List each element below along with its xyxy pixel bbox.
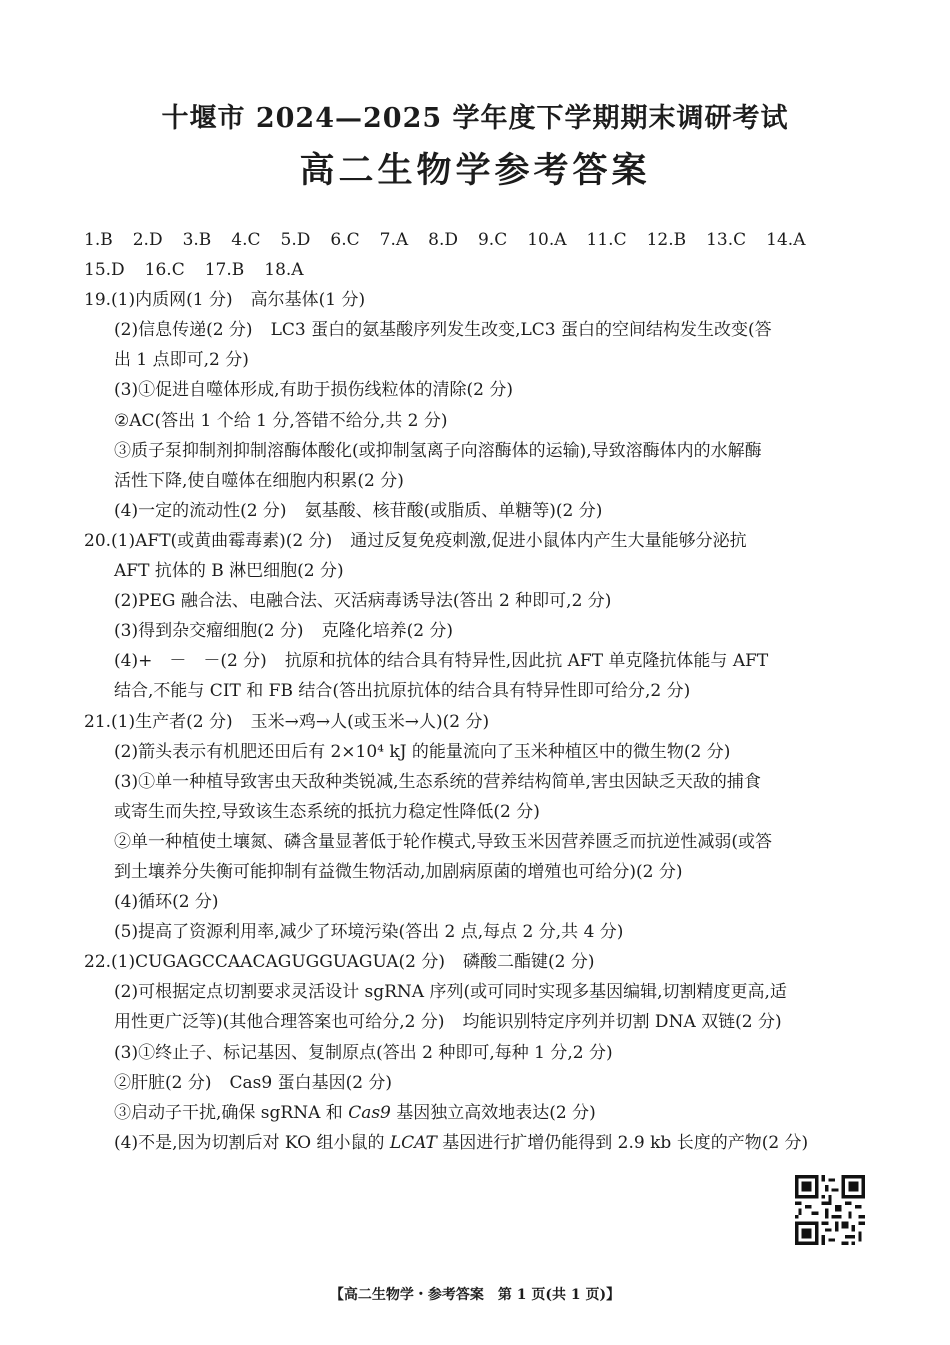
q21-line: ②单一种植使土壤氮、磷含量显著低于轮作模式,导致玉米因营养匮乏而抗逆性减弱(或答 <box>114 831 773 852</box>
q21-line: (2)箭头表示有机肥还田后有 2×10⁴ kJ 的能量流向了玉米种植区中的微生物(2 分) <box>114 741 731 762</box>
q21-line: 或寄生而失控,导致该生态系统的抵抗力稳定性降低(2 分) <box>114 801 540 822</box>
q22-part1-answer-a: 22.(1)CUGAGCCAACAGUGGUAGUA(2 分) <box>84 952 446 973</box>
q19-line: (3)①促进自噬体形成,有助于损伤线粒体的清除(2 分) <box>114 380 513 401</box>
q22-line-text: 基因独立高效地表达(2 分) <box>390 1102 596 1123</box>
q22-line-text: 基因进行扩增仍能得到 2.9 kb 长度的产物(2 分) <box>436 1132 809 1153</box>
mc-answer: 14.A <box>766 230 806 250</box>
q20-line <box>84 616 884 646</box>
mc-answer: 12.B <box>646 230 687 250</box>
mc-answer: 4.C <box>231 230 261 250</box>
q20-line <box>84 646 884 676</box>
q21-line: (5)提高了资源利用率,减少了环境污染(答出 2 点,每点 2 分,共 4 分) <box>114 922 624 943</box>
q19-line <box>84 496 884 526</box>
q20-part1-answer-a: 20.(1)AFT(或黄曲霉毒素)(2 分) <box>84 530 333 551</box>
q22-line-text: (4)不是,因为切割后对 KO 组小鼠的 <box>114 1132 390 1153</box>
q20-part1-answer-b: 通过反复免疫刺激,促进小鼠体内产生大量能够分泌抗 <box>350 530 747 551</box>
q22-line: (2)可根据定点切割要求灵活设计 sgRNA 序列(或可同时实现多基因编辑,切割精度更高,适 <box>114 982 787 1003</box>
q21-line: 到土壤养分失衡可能抑制有益微生物活动,加剧病原菌的增殖也可给分)(2 分) <box>114 861 683 882</box>
q22-part1-answer-b: 磷酸二酯键(2 分) <box>463 952 595 973</box>
mc-answer: 8.D <box>428 230 458 250</box>
q20-line: (2)PEG 融合法、电融合法、灭活病毒诱导法(答出 2 种即可,2 分) <box>114 591 612 612</box>
q19-part4-answer-b: 氨基酸、核苷酸(或脂质、单糖等)(2 分) <box>304 500 603 521</box>
exam-title: 十堰市 2024—2025 学年度下学期期末调研考试 <box>161 103 789 134</box>
q20-line: 结合,不能与 CIT 和 FB 结合(答出抗原抗体的结合具有特异性即可给分,2 分) <box>114 681 691 702</box>
q19-line: 活性下降,使自噬体在细胞内积累(2 分) <box>114 470 404 491</box>
mc-answer: 18.A <box>264 260 304 281</box>
q19-part1-answer-a: 19.(1)内质网(1 分) <box>84 290 233 311</box>
q20-part4-answer-a: (4)+ － －(2 分) <box>114 651 267 672</box>
q20-line <box>84 526 884 556</box>
q22-line: (3)①终止子、标记基因、复制原点(答出 2 种即可,每种 1 分,2 分) <box>114 1042 613 1063</box>
mc-answer: 3.B <box>182 230 212 250</box>
gene-name-italic: Cas9 <box>348 1102 391 1123</box>
mc-answer: 1.B <box>84 230 113 250</box>
q21-line <box>84 707 884 737</box>
mc-answer: 10.A <box>527 230 567 250</box>
q22-line <box>84 1068 884 1098</box>
mc-answer: 13.C <box>706 230 747 250</box>
q22-line-text: ③启动子干扰,确保 sgRNA 和 <box>114 1102 349 1123</box>
q19-line: 出 1 点即可,2 分) <box>114 350 249 371</box>
mc-answer: 6.C <box>330 230 360 250</box>
mc-answer: 15.D <box>84 260 125 281</box>
q21-part1-answer-a: 21.(1)生产者(2 分) <box>84 711 233 732</box>
mc-answer: 9.C <box>477 230 508 250</box>
mc-answer: 17.B <box>204 260 245 281</box>
q20-part3-answer-b: 克隆化培养(2 分) <box>321 621 454 642</box>
q20-line: AFT 抗体的 B 淋巴细胞(2 分) <box>114 561 344 582</box>
mc-answer: 5.D <box>280 230 311 250</box>
q19-part2-answer-a: (2)信息传递(2 分) <box>114 320 253 341</box>
q21-part1-answer-b: 玉米→鸡→人(或玉米→人)(2 分) <box>250 711 490 732</box>
q19-line <box>84 285 884 315</box>
q22-part3-answer-a: ②肝脏(2 分) <box>114 1072 212 1093</box>
q21-line: (4)循环(2 分) <box>114 892 219 913</box>
qr-code-icon <box>795 1175 865 1245</box>
q22-line <box>84 947 884 977</box>
q19-part1-answer-b: 高尔基体(1 分) <box>250 290 366 311</box>
q19-line <box>84 315 884 345</box>
q19-line: ③质子泵抑制剂抑制溶酶体酸化(或抑制氢离子向溶酶体的运输),导致溶酶体内的水解酶 <box>114 440 762 461</box>
q22-part2-answer-a: 用性更广泛等)(其他合理答案也可给分,2 分) <box>114 1012 445 1033</box>
q19-line: ②AC(答出 1 个给 1 分,答错不给分,共 2 分) <box>114 410 448 431</box>
mc-answer: 11.C <box>586 230 627 250</box>
mc-answers-row-2 <box>84 255 884 285</box>
answer-body <box>84 225 884 1158</box>
q20-part4-answer-b: 抗原和抗体的结合具有特异性,因此抗 AFT 单克隆抗体能与 AFT <box>284 651 769 672</box>
mc-answer: 7.A <box>379 230 409 250</box>
page-title: 高二生物学参考答案 <box>299 150 651 191</box>
q21-line: (3)①单一种植导致害虫天敌种类锐减,生态系统的营养结构简单,害虫因缺乏天敌的捕食 <box>114 771 761 792</box>
page-footer: 【高二生物学・参考答案 第 1 页(共 1 页)】 <box>329 1287 621 1303</box>
q19-part4-answer-a: (4)一定的流动性(2 分) <box>114 500 287 521</box>
mc-answer: 16.C <box>144 260 185 281</box>
q22-line <box>84 1098 884 1128</box>
mc-answer: 2.D <box>132 230 163 250</box>
gene-name-italic: LCAT <box>389 1132 437 1153</box>
q19-part2-answer-b: LC3 蛋白的氨基酸序列发生改变,LC3 蛋白的空间结构发生改变(答 <box>270 320 772 341</box>
q20-part3-answer-a: (3)得到杂交瘤细胞(2 分) <box>114 621 304 642</box>
q22-line <box>84 1007 884 1037</box>
q22-part2-answer-b: 均能识别特定序列并切割 DNA 双链(2 分) <box>462 1012 782 1033</box>
mc-answers-row-1 <box>84 225 884 255</box>
q22-part3-answer-b: Cas9 蛋白基因(2 分) <box>229 1072 393 1093</box>
q22-line <box>84 1128 884 1158</box>
